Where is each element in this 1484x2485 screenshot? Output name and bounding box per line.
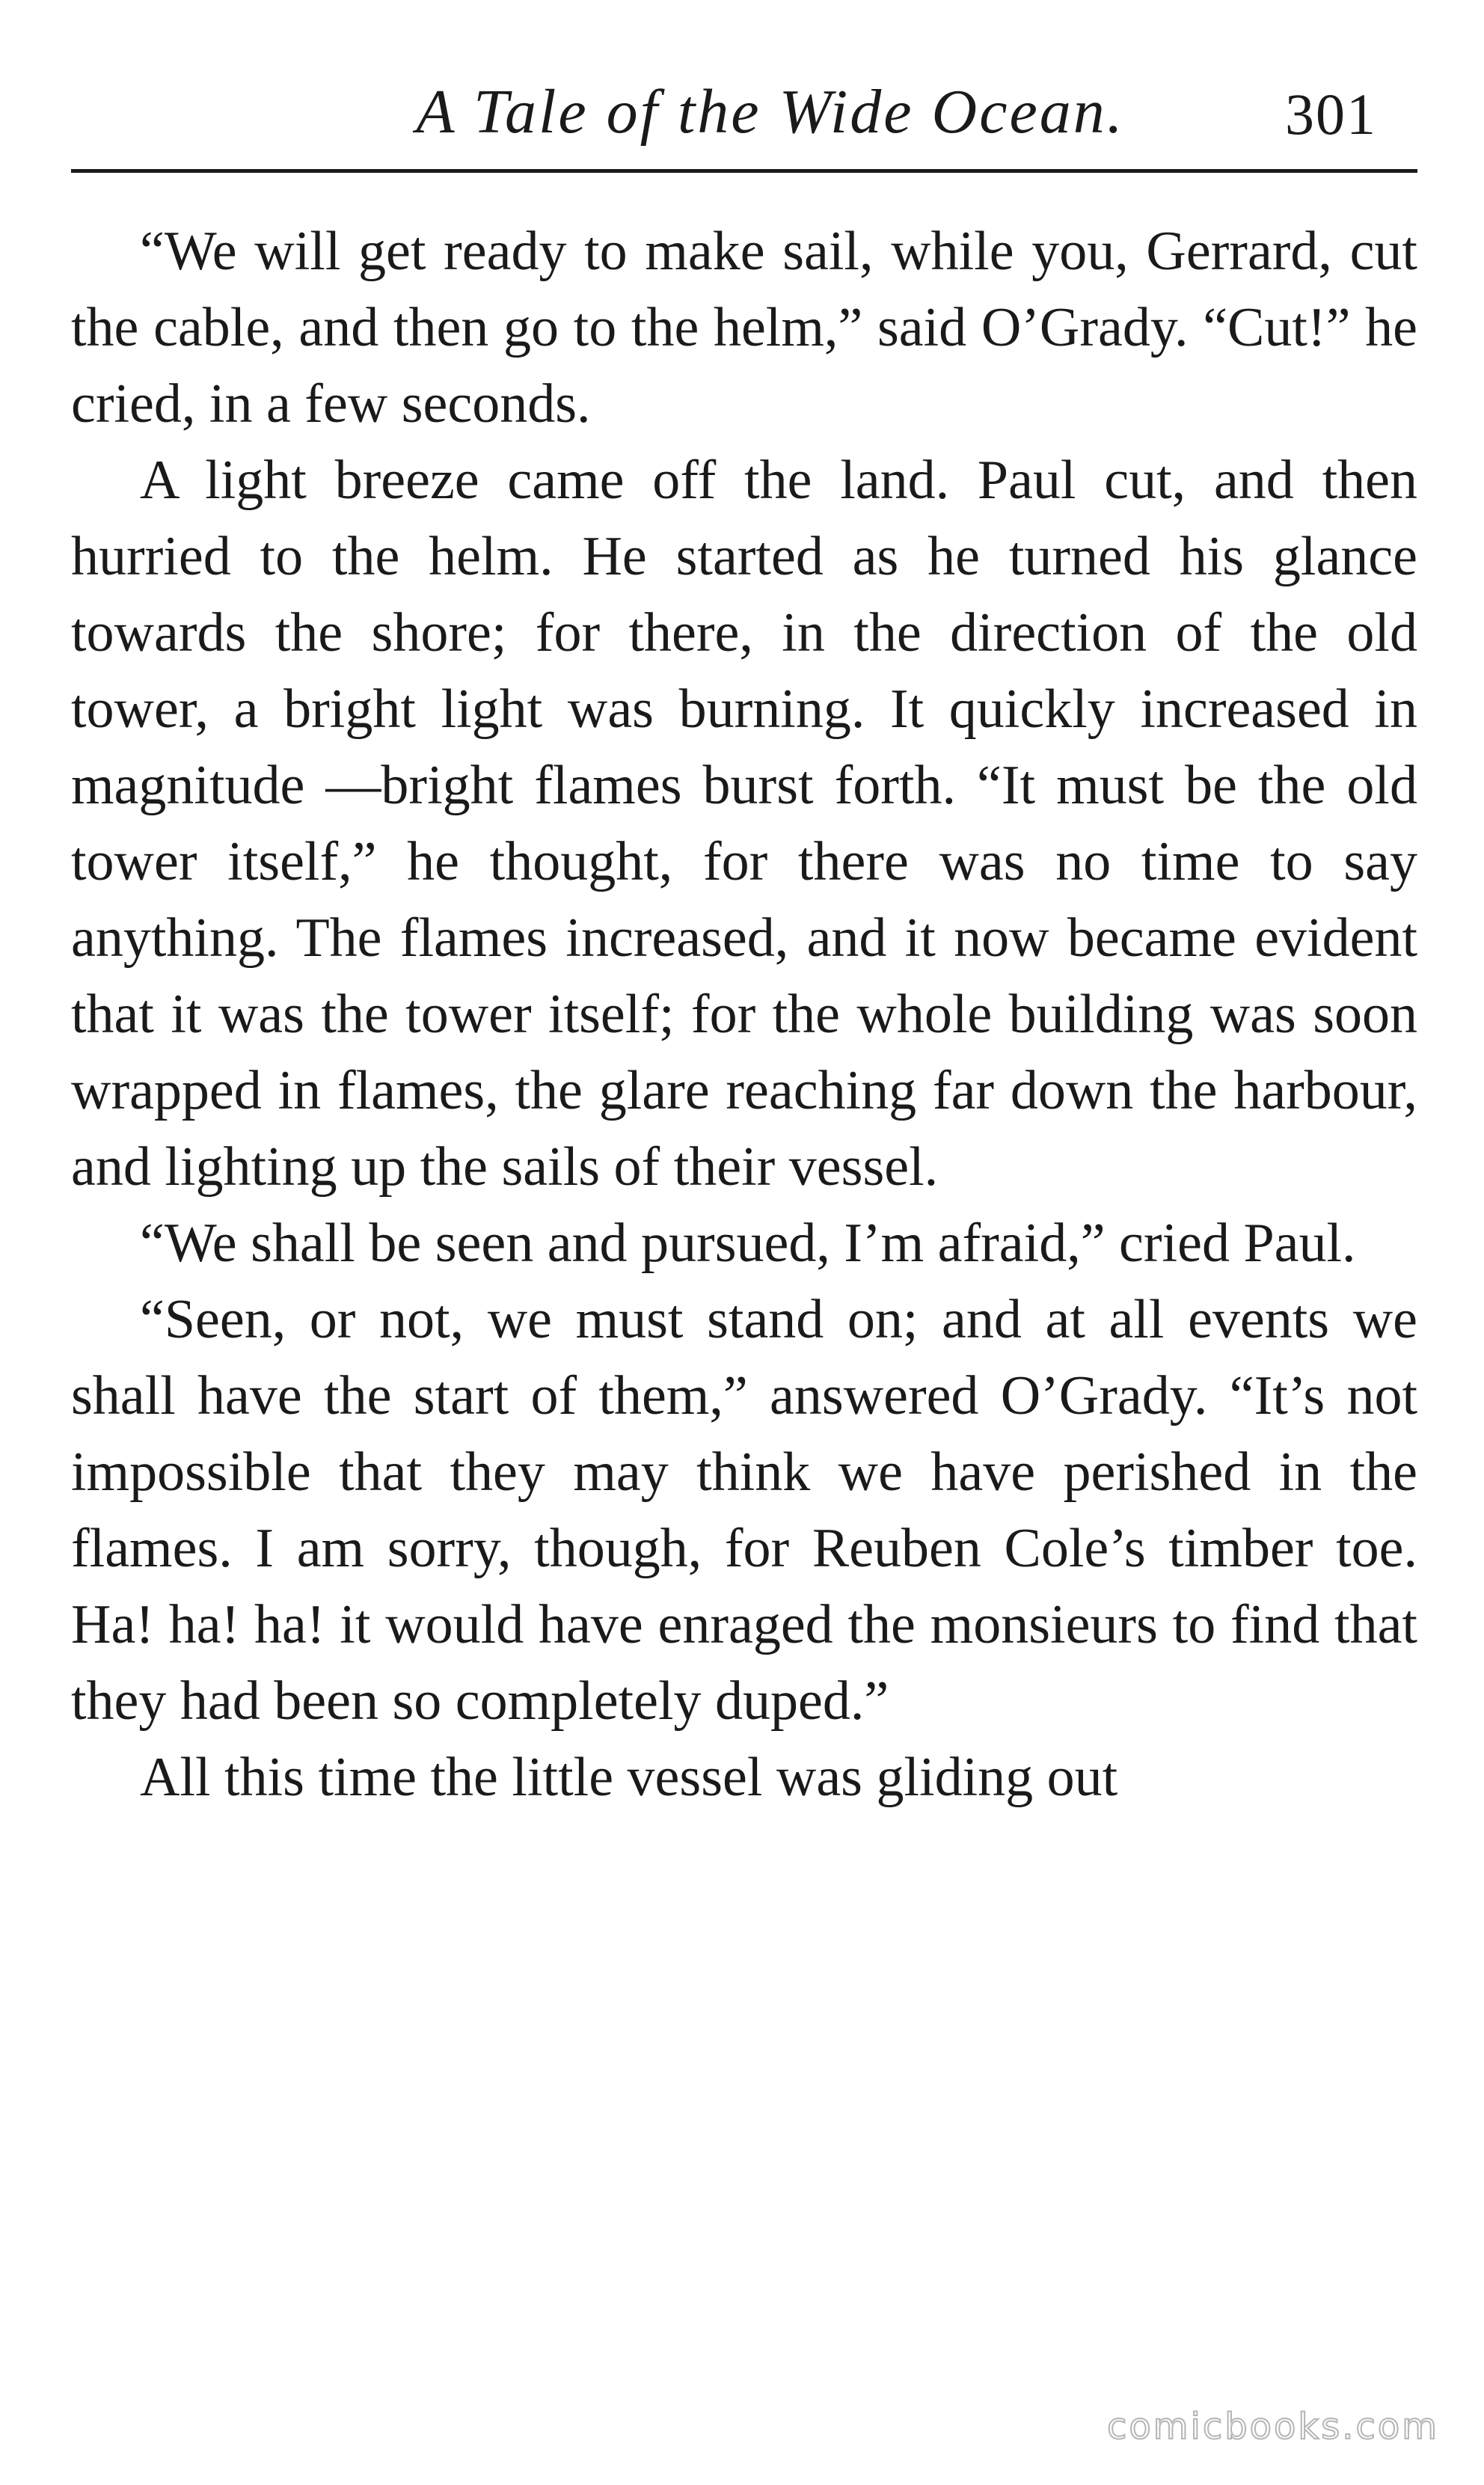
paragraph-4: “Seen, or not, we must stand on; and at all events we shall have the start of them,” answered O’Grady. “It’s not impossible that they may think we have perished in the flames. I am sorry, though, for Reuben Cole’s timber toe. Ha! ha! ha! it would have enraged the monsieurs to find that they had been so completely duped.” — [71, 1289, 1417, 1732]
paragraph-1: “We will get ready to make sail, while you, Gerrard, cut the cable, and then go to the helm,” said O’Grady. “Cut!” he cried, in a few seconds. — [71, 221, 1417, 435]
paragraph-2: A light breeze came off the land. Paul cut, and then hurried to the helm. He started as he turned his glance towards the shore; for there, in the direction of the old tower, a bright light was burning. It quickly increased in magnitude —bright flames burst forth. “It must be the old tower itself,” he thought, for there was no time to say anything. The flames increased, and it now became evident that it was the tower itself; for the whole building was soon wrapped in flames, the glare reaching far down the harbour, and lighting up the sails of their vessel. — [71, 450, 1417, 1198]
page-number: 301 — [1285, 82, 1377, 147]
running-header-title: A Tale of the Wide Ocean. — [416, 77, 1125, 147]
paragraph-3: “We shall be seen and pursued, I’m afraid,” cried Paul. — [140, 1213, 1356, 1274]
paragraph-5: All this time the little vessel was gliding out — [140, 1747, 1118, 1808]
body-text — [71, 213, 1417, 1816]
watermark: comicbooks.com — [1106, 2406, 1439, 2448]
header-rule — [71, 169, 1417, 173]
